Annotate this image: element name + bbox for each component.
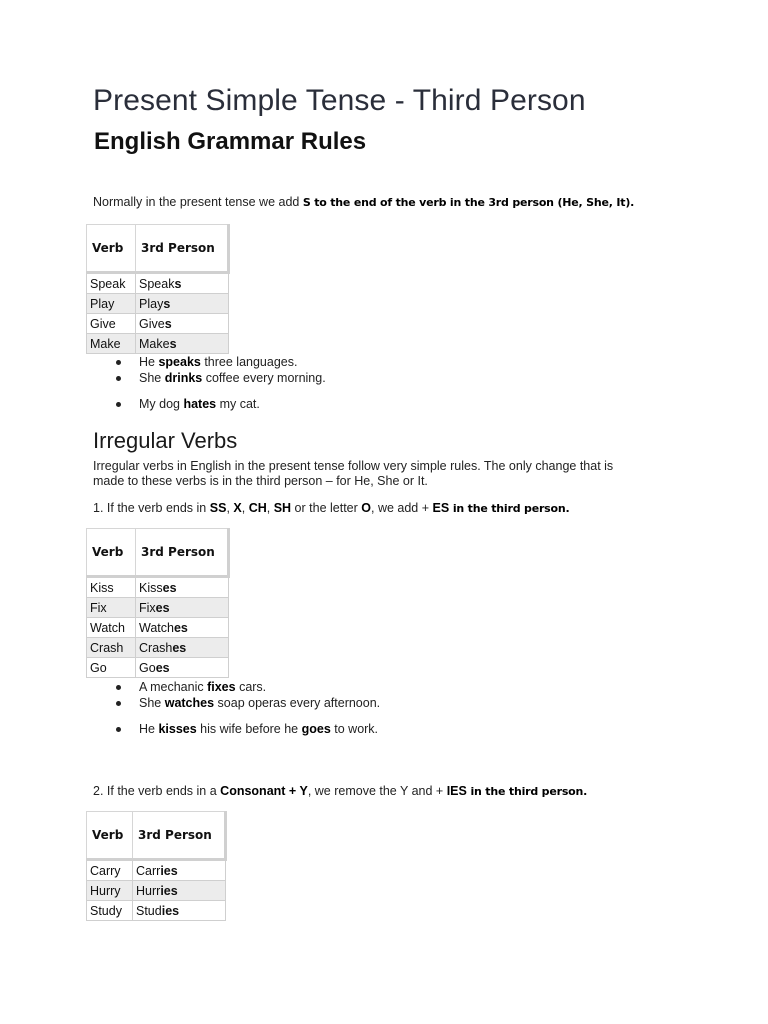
text: coffee every morning.: [202, 371, 326, 385]
intro-line: Irregular verbs in English in the present tense follow very simple rules. The only change that is: [93, 459, 614, 473]
text: ,: [241, 501, 249, 515]
bullet-icon: [116, 727, 121, 732]
cell-verb: Carry: [87, 860, 133, 881]
bullet-icon: [116, 360, 121, 365]
table-row: [87, 314, 229, 334]
text: A mechanic: [139, 680, 208, 694]
list-item: [115, 354, 326, 370]
suffix: s: [174, 276, 182, 291]
bold-verb: fixes: [207, 680, 236, 694]
cell-verb: Make: [87, 334, 136, 354]
cell-verb: Go: [87, 658, 136, 678]
suffix: es: [173, 620, 188, 635]
text: cars.: [235, 680, 267, 694]
page-subtitle: English Grammar Rules: [94, 128, 367, 155]
stem: Watch: [139, 620, 174, 635]
list-item: [115, 721, 380, 737]
cell-verb: Give: [87, 314, 136, 334]
irregular-intro: [93, 459, 613, 489]
table-row: [87, 658, 229, 678]
verb-table-es: [86, 528, 230, 678]
table-row: [87, 577, 229, 598]
header-third-person: 3rd Person: [136, 529, 229, 577]
cell-verb: Hurry: [87, 881, 133, 901]
table-row: [87, 294, 229, 314]
suffix: es: [155, 660, 170, 675]
stem: Fix: [139, 600, 156, 615]
stem: Kiss: [139, 580, 163, 595]
stem: Go: [139, 660, 156, 675]
cell-third: [136, 618, 229, 638]
list-item: [115, 679, 380, 695]
suffix: ies: [160, 883, 178, 898]
bold-verb: drinks: [164, 371, 203, 385]
table-row: [87, 901, 226, 921]
bold-verb: goes: [301, 722, 331, 736]
table-header-row: [87, 225, 229, 273]
bold-verb: watches: [164, 696, 215, 710]
header-third-person: 3rd Person: [133, 812, 226, 860]
stem: Stud: [136, 903, 162, 918]
cell-verb: Kiss: [87, 577, 136, 598]
table-header-row: [87, 529, 229, 577]
stem: Give: [139, 316, 165, 331]
bold: in the third person.: [466, 785, 588, 798]
text: She: [139, 371, 165, 385]
table-header-row: [87, 812, 226, 860]
stem: Play: [139, 296, 164, 311]
suffix: s: [169, 336, 177, 351]
cell-verb: Watch: [87, 618, 136, 638]
text: ,: [226, 501, 234, 515]
list-item: [115, 695, 380, 711]
cell-third: [136, 294, 229, 314]
text: , we remove the Y and +: [307, 784, 447, 798]
cell-third: [136, 658, 229, 678]
cell-verb: Speak: [87, 273, 136, 294]
header-verb: Verb: [87, 529, 136, 577]
cell-verb: Play: [87, 294, 136, 314]
list-item: [115, 396, 326, 412]
suffix: ies: [160, 863, 178, 878]
bold: SS: [209, 501, 227, 515]
cell-third: [136, 638, 229, 658]
text: He: [139, 722, 159, 736]
table-row: [87, 860, 226, 881]
text: My dog: [139, 397, 184, 411]
intro-bold-text: S to the end of the verb in the 3rd person (He, She, It).: [302, 196, 635, 209]
intro-line: made to these verbs is in the third person – for He, She or It.: [93, 474, 428, 488]
cell-third: [136, 273, 229, 294]
bold-verb: hates: [183, 397, 217, 411]
bullet-icon: [116, 376, 121, 381]
bold: SH: [273, 501, 292, 515]
cell-third: [136, 314, 229, 334]
suffix: s: [164, 316, 172, 331]
bold: X: [233, 501, 242, 515]
bold: Consonant + Y: [220, 784, 308, 798]
verb-table-ies: [86, 811, 227, 921]
section-heading-irregular: Irregular Verbs: [93, 428, 238, 453]
text: my cat.: [216, 397, 260, 411]
bullet-icon: [116, 402, 121, 407]
bold: O: [361, 501, 371, 515]
stem: Carr: [136, 863, 161, 878]
bullet-icon: [116, 685, 121, 690]
stem: Hurr: [136, 883, 161, 898]
bold: IES: [446, 784, 467, 798]
text: or the letter: [291, 501, 362, 515]
intro-text: Normally in the present tense we add: [93, 195, 303, 209]
intro-paragraph: [93, 195, 634, 210]
stem: Crash: [139, 640, 173, 655]
stem: Make: [139, 336, 170, 351]
cell-third: [133, 901, 226, 921]
header-third-person: 3rd Person: [136, 225, 229, 273]
verb-table-s: [86, 224, 230, 354]
suffix: ies: [161, 903, 180, 918]
header-verb: Verb: [87, 225, 136, 273]
text: soap operas every afternoon.: [214, 696, 381, 710]
bold: CH: [248, 501, 267, 515]
examples-list-1: [115, 354, 326, 412]
table-row: [87, 273, 229, 294]
table-row: [87, 638, 229, 658]
cell-verb: Crash: [87, 638, 136, 658]
stem: Speak: [139, 276, 175, 291]
cell-third: [133, 860, 226, 881]
text: , we add +: [371, 501, 433, 515]
table-row: [87, 334, 229, 354]
bullet-icon: [116, 701, 121, 706]
cell-third: [136, 577, 229, 598]
page-title: Present Simple Tense - Third Person: [93, 84, 586, 117]
cell-verb: Fix: [87, 598, 136, 618]
text: He: [139, 355, 159, 369]
suffix: es: [172, 640, 187, 655]
cell-third: [136, 598, 229, 618]
rule-1: [93, 501, 570, 516]
text: She: [139, 696, 165, 710]
bold: in the third person.: [449, 502, 570, 515]
text: to work.: [330, 722, 379, 736]
text: 1. If the verb ends in: [93, 501, 210, 515]
table-row: [87, 618, 229, 638]
table-row: [87, 881, 226, 901]
list-item: [115, 370, 326, 386]
table-row: [87, 598, 229, 618]
text: three languages.: [200, 355, 298, 369]
rule-2: [93, 784, 587, 799]
text: his wife before he: [196, 722, 302, 736]
text: 2. If the verb ends in a: [93, 784, 221, 798]
bold-verb: kisses: [158, 722, 197, 736]
examples-list-2: [115, 679, 380, 737]
suffix: s: [163, 296, 171, 311]
header-verb: Verb: [87, 812, 133, 860]
bold: ES: [432, 501, 450, 515]
text: ,: [266, 501, 274, 515]
bold-verb: speaks: [158, 355, 201, 369]
cell-verb: Study: [87, 901, 133, 921]
cell-third: [133, 881, 226, 901]
suffix: es: [155, 600, 170, 615]
cell-third: [136, 334, 229, 354]
suffix: es: [162, 580, 177, 595]
